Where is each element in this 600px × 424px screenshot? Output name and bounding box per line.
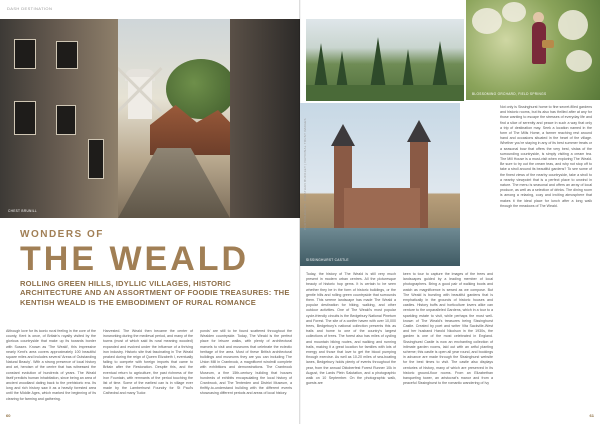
garden-photo [306, 19, 464, 101]
body-column-2: Harvested. The Weald then became the center of ironworking during the medieval period, and many of the towns (most of which said its rural meaning wooded) expanded and evolved under the influence of a thriving iron industry. Historic site that fascinating in The Weald peaked during the reign of Queen Elizabeth I, eventually failing to compete with foreign imports that came to Britain after the Restoration. Despite this, and the eventual return to agriculture, the past richness of the Iron Fountain, with remnants of the period touching the list of time. Some of the earliest can is in village ever made by the Lamberhurst Foundry for St Paul's Cathedral and many Tudor. [103, 329, 193, 396]
right-body-column-3: Not only is Sissinghurst home to fine secret-filled gardens and historic rooms, but its also has thrilled after at any for those wanting to escape the stresses of everyday life and find a slice of serenity and peace in such a way that only a trip of destination may. Seek a location named in the form of The Mills Home, a farmer reaching rest around hand and occasions situated in the heart of the village. Whether you're staying in any of its best summer treats or a seasonal bow that offers the very best, vistas of the surrounding countryside, is simply visiting a cream tea. The Mill House is a must-visit when exploring The Weald. Be sure to try out the cream teas, and why not stop off to take a stroll around its beautiful gardens? To see some of the finest views of the nearby countryside, take a stroll to a nearby viewpoint that is a perfect place to unwind in nature. The menu is seasonal and offers an array of local produce, as well as a selection of drinks. The dining room is among a relaxing, cozy and inviting atmosphere that makes it the ideal place for lunch after a long walk through the meadows of The Weald. [500, 105, 592, 208]
street-photo-caption: CHEST BRUNILL [8, 209, 37, 213]
title-main: THE WEALD [20, 240, 250, 278]
orchard-photo [466, 0, 600, 100]
castle-photo [300, 103, 460, 266]
basket-shape [542, 40, 554, 48]
orchard-photo-caption: BLOSSOMING ORCHARD, FIELD SPRINGS [472, 92, 547, 96]
right-body-column-1: Today, the history of The Weald is still very much present in modern urban centres. All the picturesque beauty of historic hop gems. It is certain to be seen whether they be in the form of historic buildings, or the gentle hills and rolling green countryside that surrounds them. This serene landscape has made The Weald a popular destination for hiking, walking, and other outdoor activities. One of The Weald's most popular cycle-friendly circuits is the Bedgebury National Pinetum and Forest. The site of a conifer haven with over 10,000 trees, Bedgebury's national collection presents this as trails and home to one of the country's largest collections of trees. The forest also has miles of cycling and mountain biking routes, and walking and running trails, making it a great location for families with lots of energy and those that love to get the blood pumping through exercise. As well as 10-20 miles of sea-boating lanes, Bedgebury holds plenty of events throughout the year, from the annual Oktoberfest Forest Runner 10k in August, the Lards Plein Salutation, and a photographic walk on 10 September. On the photographic walk, guests are [306, 272, 396, 386]
right-page [300, 0, 600, 424]
right-building [230, 19, 300, 218]
standfirst: ROLLING GREEN HILLS, IDYLLIC VILLAGES, HISTORIC ARCHITECTURE AND AN ASSORTMENT OF FOODIE TREASURES: THE KENTISH WEALD IS THE EMBODIMENT OF RURAL ROMANCE [20, 279, 290, 307]
title-kicker: WONDERS OF [20, 229, 104, 240]
page-number-left: 60 [6, 413, 11, 418]
castle-body [344, 188, 420, 228]
hedge-shape [306, 85, 464, 101]
page-number-right: 61 [589, 413, 594, 418]
street-photo [0, 19, 300, 218]
subsection-name: DESTINATION [21, 6, 53, 11]
photo-credit: PHOTOGRAPHY: JONATHAN BUCKLEY | NATIONAL TRUST IMAGES [303, 118, 307, 230]
body-column-1: Although love for its iconic rural feeling in the core of the county, Kent is once, of Britain's royalty visited by the glorious countryside that make up its towards border with Sussex. Known as 'The Weald', this impressive nearly Kent's area covers approximately 100 beautiful square miles and includes several 'Areas of Outstanding Natural Beauty'. With a strong presence of local history and art, heroism of the centre that has witnessed the constant evolution of hundreds of years. The Weald itself predicts human inhabitation, since being an area of ancient woodland dating back to the prehistoric era. Its long and rich history saw it as a heavily forested area until the Middle Ages, which marked the beginning of its clearing for farming and gathering. [6, 329, 96, 401]
castle-photo-caption: SISSINGHURST CASTLE [306, 258, 349, 262]
section-name: DASH [7, 6, 20, 11]
feature-title [20, 229, 290, 276]
road-shape [118, 148, 230, 218]
body-column-3: ponds' are still to be found scattered throughout the Wealden countryside. Today, The Weald is the perfect place for leisure walks, with plenty of architectural marvels to visit and museums that celebrate the eclectic heritage of the area. Most of these British architectural buildings and museums they are you can including The Union Mill in Cranbrook, a magnificent windmill complete with exhibitions and demonstrations. The Cranbrook Museum, a fine 15th-century building that houses hundreds of exhibits encapsulating the local history of Cranbrook, and The Tenterden and District Museum, a thriftly-to-understand building with the different events showcasing different periods and areas of local history. [200, 329, 292, 396]
left-building [0, 19, 118, 218]
section-header [7, 6, 52, 11]
right-body-column-2: keen to tour to capture the images of the trees and landscapes guided by a leading member of local photographers. Bring a good pair of walking boots and watch as magnificence is sewed as we compose. But The Weald is bursting with beautiful gardens that is emphatically in the grounds of historic houses and castles. History buffs and horticulture lovers alike can venture to the unparalleled Gardens, which in a tour to a sparkling estate to visit, while perhaps the most well-known of The Weald's treasures being Sissinghurst Castle. Created by poet and writer Vita Sackville-West and her husband Harold Nicolson in the 1930s, the garden is one of the most celebrated in England. Sissinghurst Castle is now an enchanting collection of intimate garden rooms, laid out with an artful planting scheme; this castle is open all year round, and bookings in advance are made through the Sissinghurst website for the best times to visit. The castle also displays centuries of history, many of which are preserved in its historic ground-floor rooms. From an Elizabethan banqueting tower, an aristocrat's manor and from a peaceful Sissinghurst to the romantic wandering of Ivy [403, 272, 493, 386]
